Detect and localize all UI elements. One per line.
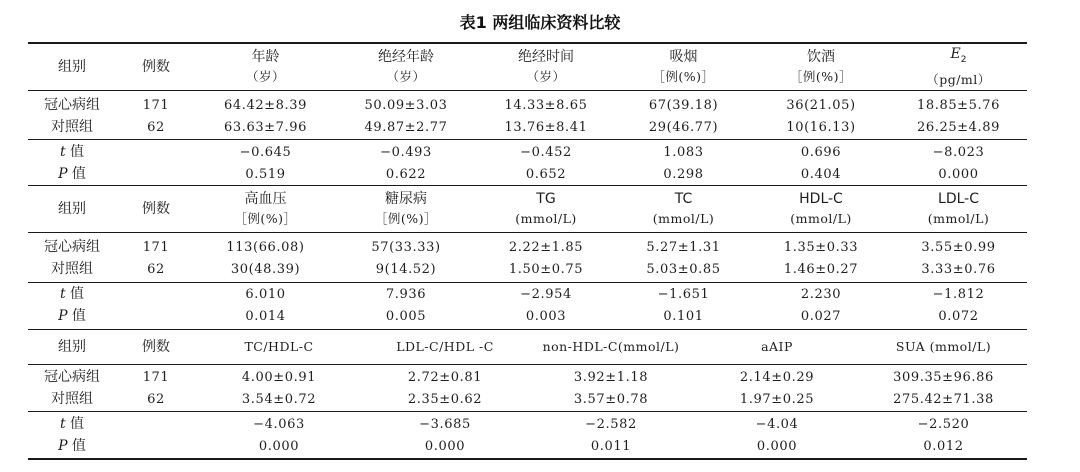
- table-cell: HDL-C: [799, 191, 843, 207]
- section2-header-row: [28, 186, 1027, 232]
- count-column-header: 例数: [142, 200, 170, 217]
- table-cell: 63.63±7.96: [223, 119, 308, 135]
- table-cell: ［例(%)］: [789, 69, 853, 84]
- table-cell: 值: [67, 165, 86, 182]
- table-cell: 3.54±0.72: [241, 391, 317, 407]
- column-header: [528, 330, 694, 364]
- table-cell: 1.083: [663, 144, 704, 160]
- table-cell: 0.652: [525, 166, 567, 182]
- count-column-header: 例数: [142, 338, 170, 355]
- group-column-header: 组别: [58, 200, 86, 217]
- table-cell: 2.22±1.85: [508, 239, 584, 255]
- column-header: [196, 186, 335, 232]
- table-cell: 62: [147, 391, 165, 407]
- table-cell: （pg/ml）: [926, 71, 991, 87]
- table-cell: 1.46±0.27: [783, 261, 859, 277]
- column-header: [694, 330, 860, 364]
- table-cell: 67(39.18): [648, 97, 719, 113]
- table-cell: LDL-C: [938, 191, 979, 207]
- table-cell: 吸烟: [669, 49, 698, 65]
- table-cell: 值: [67, 437, 86, 454]
- table-cell: 0.003: [525, 308, 567, 324]
- column-header: [362, 330, 528, 364]
- table-cell: −4.063: [253, 416, 305, 432]
- table-cell: 0.000: [258, 438, 300, 454]
- table-cell: −0.493: [380, 144, 432, 160]
- table-cell: −2.582: [585, 416, 637, 432]
- table-cell: (mmol/L): [790, 211, 852, 226]
- table-title: 表1 两组临床资料比较: [459, 13, 621, 32]
- table-cell: 275.42±71.38: [893, 391, 994, 407]
- column-header: [752, 44, 890, 90]
- table-cell: 62: [147, 261, 165, 277]
- table-cell: 14.33±8.65: [504, 97, 588, 113]
- section3-table: [28, 330, 1027, 457]
- p-value-row: [28, 435, 1027, 457]
- p-value-row: [28, 305, 1027, 327]
- table-cell: 0.027: [800, 308, 842, 324]
- column-header: [196, 330, 362, 364]
- table-cell: 13.76±8.41: [504, 119, 588, 135]
- table-cell: 64.42±8.39: [223, 97, 308, 113]
- table-cell: −1.651: [657, 286, 710, 302]
- table-cell: 0.000: [938, 166, 979, 182]
- table-cell: 0.404: [800, 166, 842, 182]
- table-cell: 50.09±3.03: [364, 97, 448, 113]
- column-header: [335, 186, 477, 232]
- column-header: [890, 186, 1027, 232]
- table-cell: LDL-C/HDL -C: [396, 339, 494, 354]
- table-cell: （岁）: [245, 69, 285, 84]
- table-cell: 18.85±5.76: [916, 97, 1001, 113]
- table-cell: 171: [142, 97, 170, 113]
- table-cell: 糖尿病: [385, 191, 427, 207]
- table-cell: E: [950, 46, 961, 63]
- bottom-rule: [28, 458, 1027, 460]
- table-cell: P: [58, 165, 68, 182]
- table-cell: 2.72±0.81: [407, 369, 483, 385]
- table-cell: 对照组: [51, 260, 93, 277]
- table-cell: 171: [142, 369, 170, 385]
- table-cell: （岁）: [526, 69, 566, 84]
- table-cell: 0.014: [245, 308, 286, 324]
- table-cell: 3.92±1.18: [573, 369, 649, 385]
- table-cell: non-HDL-C(mmol/L): [542, 339, 680, 354]
- table-cell: 饮酒: [807, 49, 835, 65]
- table-cell: TC: [674, 191, 693, 207]
- table-cell: 36(21.05): [786, 97, 856, 113]
- table-cell: 0.012: [923, 438, 964, 454]
- table-cell: −2.954: [520, 286, 572, 302]
- section2-table: [28, 186, 1027, 327]
- table-cell: 2: [960, 54, 967, 65]
- table-cell: t: [59, 143, 66, 160]
- section1-header-row: [28, 44, 1027, 90]
- table-cell: （岁）: [386, 69, 426, 84]
- table-cell: 2.35±0.62: [407, 391, 483, 407]
- column-header: [752, 186, 890, 232]
- table-cell: 0.101: [663, 308, 704, 324]
- table-cell: 0.622: [385, 166, 427, 182]
- table-cell: 冠心病组: [44, 368, 100, 385]
- column-header: [196, 44, 335, 90]
- table-cell: −2.520: [917, 416, 970, 432]
- table-cell: 0.519: [245, 166, 286, 182]
- table-cell: 9(14.52): [375, 261, 437, 277]
- table-cell: −3.685: [419, 416, 471, 432]
- table-cell: (mmol/L): [927, 211, 990, 226]
- p-value-row: [28, 163, 1027, 185]
- table-row: [28, 116, 1027, 138]
- table-cell: 1.97±0.25: [739, 391, 815, 407]
- table-cell: 高血压: [244, 191, 287, 207]
- table-cell: SUA (mmol/L): [895, 339, 992, 354]
- table-cell: 57(33.33): [371, 239, 441, 255]
- table-cell: 绝经年龄: [378, 49, 434, 65]
- column-header: [615, 44, 752, 90]
- table-cell: 值: [65, 285, 85, 302]
- table-cell: 3.55±0.99: [921, 239, 996, 255]
- table-cell: 3.57±0.78: [573, 391, 649, 407]
- table-row: [28, 388, 1027, 410]
- table-cell: 62: [147, 119, 165, 135]
- table-cell: t: [59, 285, 66, 302]
- column-header: [860, 330, 1027, 364]
- table-cell: 0.696: [800, 144, 842, 160]
- section1-table: [28, 44, 1027, 185]
- table-cell: 6.010: [245, 286, 286, 302]
- group-column-header: 组别: [58, 338, 86, 355]
- table-cell: TC/HDL-C: [244, 339, 314, 354]
- table-cell: 值: [65, 143, 85, 160]
- table-cell: 49.87±2.77: [364, 119, 448, 135]
- column-header: [477, 44, 615, 90]
- table-cell: 0.072: [938, 308, 979, 324]
- table-cell: 年龄: [251, 49, 280, 65]
- table-cell: 值: [67, 307, 86, 324]
- table-cell: TG: [536, 191, 556, 207]
- t-value-row: [28, 413, 1027, 435]
- table-cell: ［例(%)］: [652, 69, 715, 84]
- table-cell: 0.011: [590, 438, 632, 454]
- group-column-header: 组别: [58, 58, 86, 75]
- table-cell: aAIP: [761, 339, 793, 354]
- count-column-header: 例数: [142, 58, 170, 75]
- table-cell: 113(66.08): [226, 239, 305, 255]
- table-cell: 1.35±0.33: [783, 239, 859, 255]
- table-cell: 26.25±4.89: [916, 119, 1001, 135]
- table-cell: 0.000: [424, 438, 466, 454]
- table-cell: 0.005: [385, 308, 427, 324]
- table-cell: P: [58, 307, 68, 324]
- table-cell: (mmol/L): [652, 211, 715, 226]
- table-cell: t: [59, 415, 66, 432]
- table-row: [28, 94, 1027, 116]
- table-cell: ［例(%)］: [374, 211, 438, 226]
- table-cell: 冠心病组: [44, 238, 100, 255]
- table-cell: 对照组: [51, 118, 93, 135]
- table-cell: 对照组: [51, 390, 93, 407]
- column-header: [477, 186, 615, 232]
- t-value-row: [28, 141, 1027, 163]
- table-cell: 7.936: [385, 286, 427, 302]
- table-cell: −0.452: [520, 144, 572, 160]
- table-cell: P: [58, 437, 68, 454]
- table-cell: 0.298: [663, 166, 704, 182]
- table-cell: 4.00±0.91: [241, 369, 317, 385]
- table-cell: 绝经时间: [518, 49, 574, 65]
- table-cell: 0.000: [756, 438, 798, 454]
- column-header: [615, 186, 752, 232]
- table-cell: ［例(%)］: [234, 211, 297, 226]
- column-header: [890, 44, 1027, 90]
- table-cell: 30(48.39): [230, 261, 301, 277]
- table-cell: −8.023: [932, 144, 985, 160]
- table-cell: (mmol/L): [515, 211, 577, 226]
- table-cell: 5.27±1.31: [646, 239, 721, 255]
- t-value-row: [28, 283, 1027, 305]
- table-cell: −0.645: [239, 144, 292, 160]
- table-cell: 3.33±0.76: [921, 261, 996, 277]
- table-cell: 171: [142, 239, 170, 255]
- table-row: [28, 236, 1027, 258]
- table-cell: 冠心病组: [44, 96, 100, 113]
- table-row: [28, 258, 1027, 280]
- table-cell: 2.14±0.29: [739, 369, 815, 385]
- table-cell: 10(16.13): [786, 119, 856, 135]
- table-cell: 2.230: [800, 286, 842, 302]
- section3-header-row: [28, 330, 1027, 364]
- table-cell: 1.50±0.75: [508, 261, 584, 277]
- table-cell: 值: [65, 415, 85, 432]
- column-header: [335, 44, 477, 90]
- table-cell: −4.04: [755, 416, 799, 432]
- table-cell: 29(46.77): [648, 119, 719, 135]
- table-cell: 5.03±0.85: [646, 261, 721, 277]
- table-cell: −1.812: [932, 286, 985, 302]
- table-cell: 309.35±96.86: [893, 369, 994, 385]
- table-row: [28, 366, 1027, 388]
